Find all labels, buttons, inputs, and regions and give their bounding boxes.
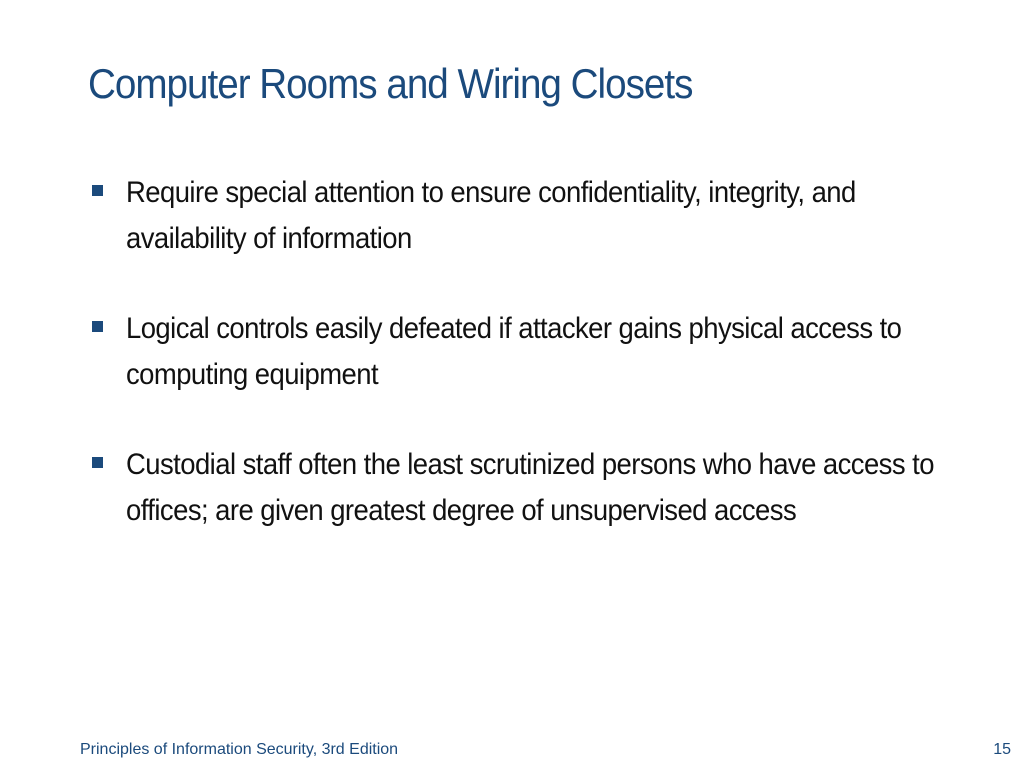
bullet-text: Logical controls easily defeated if attacker gains physical access to computing equipment <box>126 312 902 391</box>
square-bullet-icon <box>92 185 103 196</box>
bullet-list <box>90 170 990 578</box>
footer-book-title: Principles of Information Security, 3rd Edition <box>80 741 399 758</box>
slide-title: Computer Rooms and Wiring Closets <box>88 60 693 107</box>
bullet-item <box>90 442 990 534</box>
square-bullet-icon <box>92 321 103 332</box>
page-number: 15 <box>993 741 1011 758</box>
square-bullet-icon <box>92 457 103 468</box>
bullet-text: Custodial staff often the least scrutinized persons who have access to offices; are given greatest degree of unsupervised access <box>126 448 934 527</box>
bullet-item <box>90 306 990 398</box>
bullet-item <box>90 170 990 262</box>
bullet-text: Require special attention to ensure confidentiality, integrity, and availability of information <box>126 176 856 255</box>
